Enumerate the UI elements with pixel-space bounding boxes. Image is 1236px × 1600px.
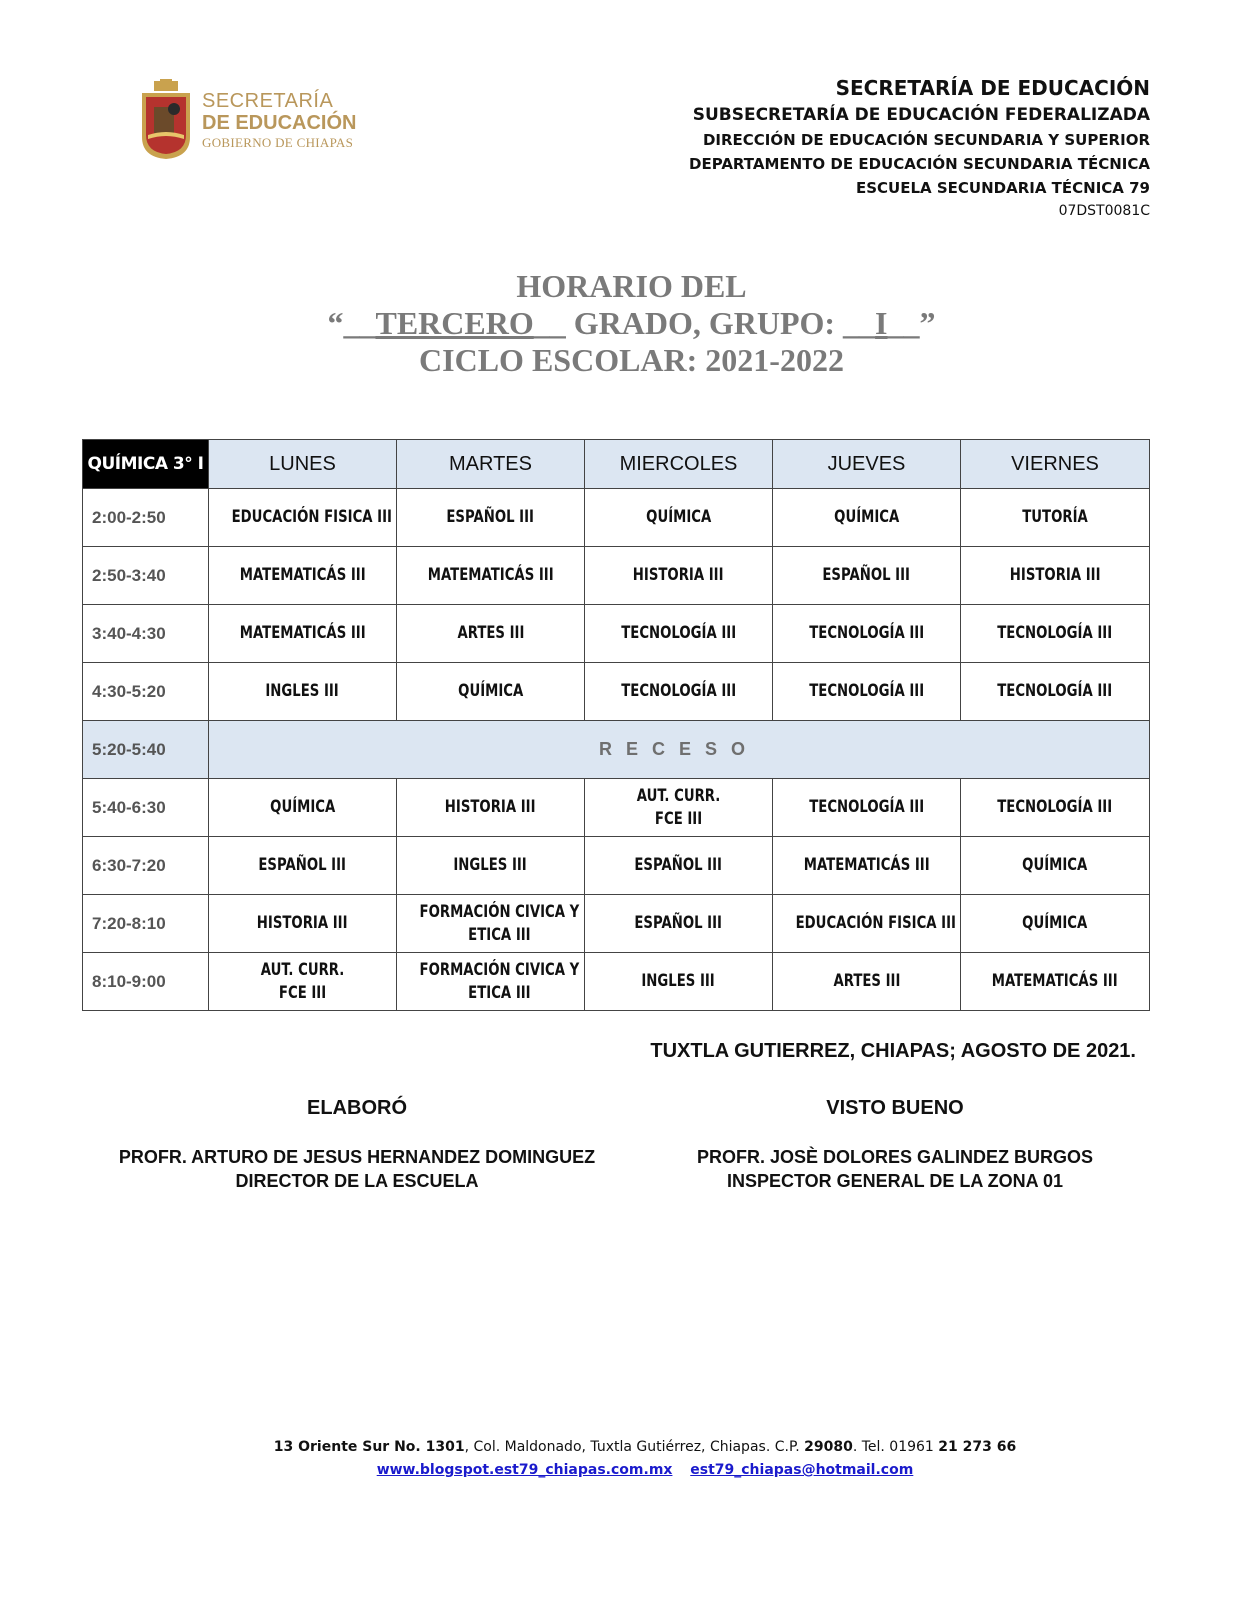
logo-line-2: DE EDUCACIÓN xyxy=(202,112,357,134)
page-title xyxy=(0,268,1236,379)
subject-label: ESPAÑOL III xyxy=(258,855,347,875)
title-mid: __ GRADO, GRUPO: __ xyxy=(533,305,876,341)
subject-cell xyxy=(585,953,773,1011)
footer-cp: 29080 xyxy=(804,1439,853,1455)
day-header: MARTES xyxy=(397,440,585,489)
subject-label: MATEMATICÁS III xyxy=(803,855,930,875)
footer-tel: 21 273 66 xyxy=(938,1439,1017,1455)
subject-label: FORMACIÓN CIVICA Y ETICA III xyxy=(419,901,580,945)
coat-of-arms-icon xyxy=(140,79,192,161)
header-departamento: DEPARTAMENTO DE EDUCACIÓN SECUNDARIA TÉCNICA xyxy=(689,155,1150,173)
title-close-quote: __” xyxy=(887,305,936,341)
subject-label: ESPAÑOL III xyxy=(446,507,535,527)
time-slot: 5:20-5:40 xyxy=(83,721,209,779)
time-slot: 8:10-9:00 xyxy=(83,953,209,1011)
footer-tel-label: . Tel. 01961 xyxy=(852,1439,939,1455)
subject-label: TECNOLOGÍA III xyxy=(809,681,924,701)
logo-line-3: GOBIERNO DE CHIAPAS xyxy=(202,135,354,150)
signature-name: PROFR. JOSÈ DOLORES GALINDEZ BURGOS xyxy=(696,1147,1094,1167)
subject-cell xyxy=(961,547,1150,605)
subject-label: HISTORIA III xyxy=(257,913,348,933)
day-header: MIERCOLES xyxy=(585,440,773,489)
subject-cell xyxy=(585,663,773,721)
schedule-body xyxy=(83,489,1150,1011)
signature-title: DIRECTOR DE LA ESCUELA xyxy=(235,1171,479,1191)
subject-label: TECNOLOGÍA III xyxy=(997,681,1113,701)
day-header: JUEVES xyxy=(773,440,961,489)
schedule-row xyxy=(83,489,1150,547)
subject-cell xyxy=(773,837,961,895)
subject-cell xyxy=(961,489,1150,547)
subject-cell xyxy=(397,895,585,953)
subject-label: QUÍMICA xyxy=(833,507,900,527)
subject-cell xyxy=(209,489,397,547)
subject-label: TUTORÍA xyxy=(1022,507,1088,527)
signature-name: PROFR. ARTURO DE JESUS HERNANDEZ DOMINGUEZ xyxy=(118,1147,596,1167)
subject-label: ARTES III xyxy=(457,623,524,643)
recess-row xyxy=(83,721,1150,779)
subject-cell xyxy=(961,895,1150,953)
time-slot: 4:30-5:20 xyxy=(83,663,209,721)
time-slot: 5:40-6:30 xyxy=(83,779,209,837)
subject-label: MATEMATICÁS III xyxy=(992,971,1118,991)
subject-label: TECNOLOGÍA III xyxy=(621,623,736,643)
time-slot: 2:00-2:50 xyxy=(83,489,209,547)
logo-line-1: SECRETARÍA xyxy=(202,90,334,112)
title-line-3: CICLO ESCOLAR: 2021-2022 xyxy=(419,342,844,378)
subject-cell xyxy=(397,547,585,605)
subject-cell xyxy=(961,837,1150,895)
signature-visto-bueno xyxy=(660,1097,1130,1193)
title-line-2 xyxy=(0,305,1236,342)
subject-label: EDUCACIÓN FISICA III xyxy=(231,507,392,527)
recess-label: RECESO xyxy=(209,721,1150,779)
website-link[interactable]: www.blogspot.est79_chiapas.com.mx xyxy=(376,1462,673,1478)
header-secretaria: SECRETARÍA DE EDUCACIÓN xyxy=(835,76,1150,100)
subject-label: MATEMATICÁS III xyxy=(239,623,366,643)
title-open-quote: “__ xyxy=(327,305,376,341)
place-date: TUXTLA GUTIERREZ, CHIAPAS; AGOSTO DE 2021. xyxy=(650,1040,1136,1062)
title-grade: TERCERO xyxy=(375,305,534,341)
subject-cell xyxy=(397,779,585,837)
subject-label: INGLES III xyxy=(641,971,716,991)
subject-label: INGLES III xyxy=(453,855,528,875)
schedule-corner-label: QUÍMICA 3° I xyxy=(83,440,209,489)
subject-cell xyxy=(585,779,773,837)
subject-cell xyxy=(397,605,585,663)
subject-cell xyxy=(773,547,961,605)
subject-cell xyxy=(397,953,585,1011)
signature-elaboro xyxy=(92,1097,622,1193)
subject-cell xyxy=(209,663,397,721)
subject-cell xyxy=(209,837,397,895)
institution-header xyxy=(689,74,1150,222)
subject-label: TECNOLOGÍA III xyxy=(997,797,1113,817)
subject-cell xyxy=(961,953,1150,1011)
subject-cell xyxy=(397,489,585,547)
subject-cell xyxy=(773,663,961,721)
footer-address xyxy=(0,1436,1236,1459)
schedule-row xyxy=(83,779,1150,837)
schedule-row xyxy=(83,837,1150,895)
subject-label: ARTES III xyxy=(833,971,900,991)
subject-label: HISTORIA III xyxy=(633,565,724,585)
subject-label: HISTORIA III xyxy=(445,797,536,817)
subject-cell xyxy=(209,547,397,605)
schedule-header-row xyxy=(83,440,1150,489)
subject-label: QUÍMICA xyxy=(645,507,712,527)
subject-cell xyxy=(961,779,1150,837)
subject-label: INGLES III xyxy=(265,681,340,701)
subject-label: QUÍMICA xyxy=(457,681,524,701)
time-slot: 6:30-7:20 xyxy=(83,837,209,895)
time-slot: 3:40-4:30 xyxy=(83,605,209,663)
schedule-row xyxy=(83,663,1150,721)
signature-title: INSPECTOR GENERAL DE LA ZONA 01 xyxy=(726,1171,1064,1191)
day-header: LUNES xyxy=(209,440,397,489)
subject-cell xyxy=(773,953,961,1011)
title-group: I xyxy=(875,305,888,341)
subject-cell xyxy=(961,605,1150,663)
day-header: VIERNES xyxy=(961,440,1150,489)
subject-cell xyxy=(209,953,397,1011)
subject-cell xyxy=(773,605,961,663)
subject-label: QUÍMICA xyxy=(1022,913,1088,933)
subject-cell xyxy=(397,663,585,721)
header-code: 07DST0081C xyxy=(1058,203,1150,219)
subject-cell xyxy=(585,605,773,663)
footer xyxy=(0,1436,1236,1482)
time-slot: 7:20-8:10 xyxy=(83,895,209,953)
subject-label: TECNOLOGÍA III xyxy=(997,623,1113,643)
subject-label: ESPAÑOL III xyxy=(634,913,723,933)
subject-cell xyxy=(773,895,961,953)
logo xyxy=(140,78,380,162)
subject-cell xyxy=(397,837,585,895)
subject-cell xyxy=(585,489,773,547)
subject-label: ESPAÑOL III xyxy=(822,565,911,585)
subject-label: QUÍMICA xyxy=(269,797,336,817)
subject-cell xyxy=(209,895,397,953)
subject-label: QUÍMICA xyxy=(1022,855,1088,875)
subject-label: FORMACIÓN CIVICA Y ETICA III xyxy=(419,959,580,1003)
subject-label: EDUCACIÓN FISICA III xyxy=(795,913,956,933)
header-subsecretaria: SUBSECRETARÍA DE EDUCACIÓN FEDERALIZADA xyxy=(692,105,1150,125)
subject-label: TECNOLOGÍA III xyxy=(809,623,924,643)
schedule-row xyxy=(83,605,1150,663)
subject-cell xyxy=(209,779,397,837)
subject-label: MATEMATICÁS III xyxy=(239,565,366,585)
signature-role: ELABORÓ xyxy=(307,1097,407,1119)
subject-label: MATEMATICÁS III xyxy=(427,565,554,585)
schedule-row xyxy=(83,547,1150,605)
header-escuela: ESCUELA SECUNDARIA TÉCNICA 79 xyxy=(855,179,1150,197)
schedule-table xyxy=(82,439,1150,1011)
subject-cell xyxy=(961,663,1150,721)
subject-label: ESPAÑOL III xyxy=(634,855,723,875)
subject-cell xyxy=(585,547,773,605)
footer-street: 13 Oriente Sur No. 1301 xyxy=(273,1439,465,1455)
footer-links xyxy=(0,1459,1236,1482)
title-line-1: HORARIO DEL xyxy=(516,268,747,304)
subject-cell xyxy=(585,837,773,895)
time-slot: 2:50-3:40 xyxy=(83,547,209,605)
subject-cell xyxy=(585,895,773,953)
subject-cell xyxy=(209,605,397,663)
subject-label: AUT. CURR. FCE III xyxy=(260,959,345,1003)
subject-cell xyxy=(773,779,961,837)
subject-label: TECNOLOGÍA III xyxy=(621,681,736,701)
schedule-row xyxy=(83,953,1150,1011)
subject-label: AUT. CURR. FCE III xyxy=(636,785,721,829)
subject-label: TECNOLOGÍA III xyxy=(809,797,924,817)
footer-colonia: , Col. Maldonado, Tuxtla Gutiérrez, Chiapas. C.P. xyxy=(464,1439,805,1455)
schedule-row xyxy=(83,895,1150,953)
header-direccion: DIRECCIÓN DE EDUCACIÓN SECUNDARIA Y SUPERIOR xyxy=(702,131,1150,149)
signature-role: VISTO BUENO xyxy=(826,1097,964,1119)
subject-cell xyxy=(773,489,961,547)
email-link[interactable]: est79_chiapas@hotmail.com xyxy=(690,1462,914,1478)
subject-label: HISTORIA III xyxy=(1009,565,1101,585)
